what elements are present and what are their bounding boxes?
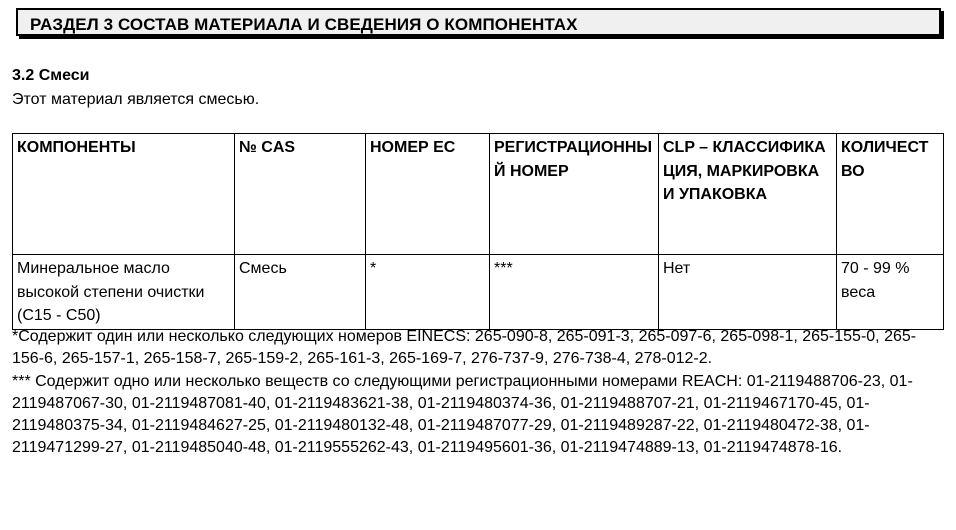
header-ec: НОМЕР ЕС	[366, 134, 490, 255]
section-title: РАЗДЕЛ 3 СОСТАВ МАТЕРИАЛА И СВЕДЕНИЯ О КОМПОНЕНТАХ	[30, 15, 578, 34]
header-cas: № CAS	[235, 134, 366, 255]
section-header	[16, 8, 941, 36]
table-header-row	[13, 134, 944, 255]
cell-component: Минеральное масло высокой степени очистки (С15 - С50)	[13, 255, 235, 330]
einecs-note: *Содержит один или несколько следующих номеров EINECS: 265-090-8, 265-091-3, 265-097-6, 265-098-1, 265-155-0, 265-156-6, 265-157-1, 265-158-7, 265-159-2, 265-161-3, 265-169-7, 276-737-9, 276-738-4, 278-012-2.	[12, 328, 917, 368]
cell-ec: *	[366, 255, 490, 330]
header-components: КОМПОНЕНТЫ	[13, 134, 235, 255]
header-quantity: КОЛИЧЕСТВО	[837, 134, 944, 255]
cell-cas: Смесь	[235, 255, 366, 330]
header-registration: РЕГИСТРАЦИОННЫЙ НОМЕР	[490, 134, 659, 255]
components-table	[12, 133, 944, 330]
cell-registration: ***	[490, 255, 659, 330]
header-clp: CLP – КЛАССИФИКАЦИЯ, МАРКИРОВКА И УПАКОВКА	[659, 134, 837, 255]
reach-note: *** Содержит одно или несколько веществ со следующими регистрационными номерами REACH: 01-2119488706-23, 01-2119487067-30, 01-2119487081-40, 01-2119483621-38, 01-2119480374-36, 01-2119488707-21, 01-2119467170-45, 01-2119480375-34, 01-2119484627-25, 01-2119480132-48, 01-2119487077-29, 01-2119489287-22, 01-2119480472-38, 01-2119471299-27, 01-2119485040-48, 01-2119555262-43, 01-2119495601-36, 01-2119474889-13, 01-2119474878-16.	[12, 372, 913, 457]
subsection-text: Этот материал является смесью.	[12, 91, 260, 108]
footnotes	[12, 326, 947, 460]
cell-quantity: 70 - 99 % веса	[837, 255, 944, 330]
table-row	[13, 255, 944, 330]
cell-clp: Нет	[659, 255, 837, 330]
subsection-title: 3.2 Смеси	[12, 67, 90, 84]
